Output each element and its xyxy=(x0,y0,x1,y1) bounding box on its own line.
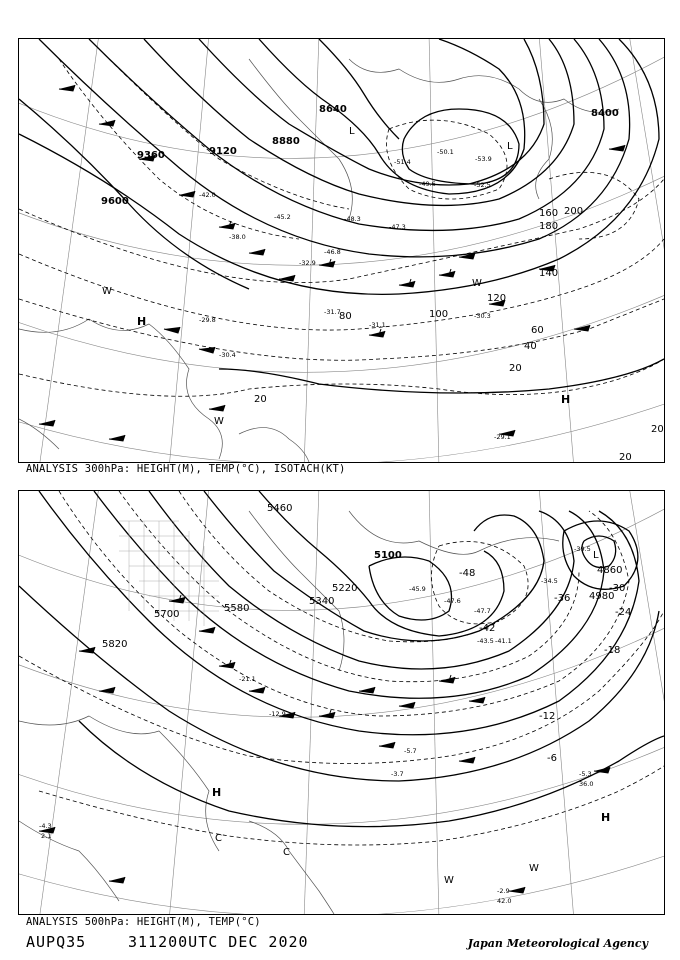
map-300hpa-canvas xyxy=(19,39,664,462)
station-label: -47.6 xyxy=(444,597,461,605)
temp-label: -42.0 xyxy=(199,191,216,199)
isotach-label: 20 xyxy=(619,452,632,462)
warm-symbol: W xyxy=(214,416,224,427)
temp-label: -52.5 xyxy=(474,181,491,189)
height-label: 5220 xyxy=(332,583,358,594)
isotach-label: 20 xyxy=(254,394,267,405)
temp-label: -53.9 xyxy=(475,155,492,163)
agency-name: Japan Meteorological Agency xyxy=(467,937,648,950)
isotherm-label: -48 xyxy=(459,568,476,579)
high-symbol: H xyxy=(212,786,222,799)
height-label: 9120 xyxy=(209,146,237,157)
isotherm-label: -12 xyxy=(539,711,556,722)
station-label: 42.0 xyxy=(497,897,512,905)
temp-label: -51.4 xyxy=(394,158,411,166)
isotach-label: 160 xyxy=(539,208,559,219)
temp-label: -31.1 xyxy=(369,321,386,329)
graticule xyxy=(19,491,664,914)
isotach-label: 20 xyxy=(509,363,522,374)
height-label: 8640 xyxy=(319,104,347,115)
isotach-label: 180 xyxy=(539,221,559,232)
isotherm-label: -30 xyxy=(609,583,626,594)
isotherm-label: -36 xyxy=(554,593,571,604)
map-500hpa xyxy=(18,490,665,915)
station-label: -5.3 xyxy=(579,770,592,778)
cold-symbol: C xyxy=(215,833,222,844)
isotach-label: 60 xyxy=(531,325,544,336)
height-label: 5700 xyxy=(154,609,180,620)
station-label: -47.7 xyxy=(474,607,491,615)
station-label: -39.5 xyxy=(574,545,591,553)
map-300hpa xyxy=(18,38,665,463)
warm-symbol: W xyxy=(529,863,539,874)
isotherm-label: -18 xyxy=(604,645,621,656)
isotach-label: 20 xyxy=(651,424,664,435)
station-label: -41.1 xyxy=(495,637,512,645)
high-symbol: H xyxy=(601,811,611,824)
isotach-label: 40 xyxy=(524,341,537,352)
height-label: 5820 xyxy=(102,639,128,650)
low-symbol: L xyxy=(349,126,355,137)
isotherms xyxy=(19,491,664,845)
height-label: 8400 xyxy=(591,108,619,119)
station-label: 2.1 xyxy=(41,832,52,840)
isotach-label: 200 xyxy=(564,206,584,217)
coastlines xyxy=(19,59,619,462)
isotach-label: 100 xyxy=(429,309,449,320)
temp-label: -46.8 xyxy=(324,248,341,256)
isotach-label: 140 xyxy=(539,268,559,279)
temp-label: -38.0 xyxy=(229,233,246,241)
temp-label: -29.1 xyxy=(494,433,511,441)
station-label: -45.9 xyxy=(409,585,426,593)
station-label: 36.0 xyxy=(579,780,594,788)
height-label: 5580 xyxy=(224,603,250,614)
cold-symbol: C xyxy=(283,847,290,858)
station-label: -3.7 xyxy=(391,770,404,778)
warm-symbol: W xyxy=(444,875,454,886)
temp-label: -50.1 xyxy=(437,148,454,156)
map-500hpa-caption: ANALYSIS 500hPa: HEIGHT(M), TEMP(°C) xyxy=(26,916,261,928)
high-symbol: H xyxy=(561,393,571,406)
station-label: -34.5 xyxy=(541,577,558,585)
low-symbol: L xyxy=(593,550,599,561)
temp-label: -47.3 xyxy=(389,223,406,231)
station-label: -5.7 xyxy=(404,747,417,755)
height-label: 9600 xyxy=(101,196,129,207)
height-label: 5100 xyxy=(374,550,402,561)
isotherm-label: -6 xyxy=(547,753,557,764)
height-label: 9360 xyxy=(137,150,165,161)
temp-label: -49.6 xyxy=(419,180,436,188)
height-contours xyxy=(19,491,664,827)
temp-label: -45.2 xyxy=(274,213,291,221)
station-label: -21.1 xyxy=(239,675,256,683)
height-label: 5340 xyxy=(309,596,335,607)
valid-time: 311200UTC DEC 2020 xyxy=(128,933,309,951)
temp-label: -30.4 xyxy=(219,351,236,359)
isotach-label: 120 xyxy=(487,293,507,304)
isotherm-label: -24 xyxy=(615,607,632,618)
height-label: 8880 xyxy=(272,136,300,147)
temp-label: -32.9 xyxy=(299,259,316,267)
low-symbol: L xyxy=(507,141,513,152)
temp-label: -31.7 xyxy=(324,308,341,316)
high-symbol: H xyxy=(137,315,147,328)
station-label: -43.5 xyxy=(477,637,494,645)
chart-code: AUPQ35 xyxy=(26,933,87,951)
height-label: 5460 xyxy=(267,503,293,514)
temp-label: -48.3 xyxy=(344,215,361,223)
isotach-label: 80 xyxy=(339,311,352,322)
temp-label: -30.3 xyxy=(474,312,491,320)
map-500hpa-canvas xyxy=(19,491,664,914)
station-label: -12.9 xyxy=(269,710,286,718)
isotherm-label: -42 xyxy=(479,623,496,634)
warm-symbol: W xyxy=(102,286,112,297)
temp-label: -29.8 xyxy=(199,316,216,324)
height-label: 4980 xyxy=(589,591,615,602)
warm-symbol: W xyxy=(472,278,482,289)
station-label: -4.3 xyxy=(39,822,52,830)
map-300hpa-caption: ANALYSIS 300hPa: HEIGHT(M), TEMP(°C), ISOTACH(KT) xyxy=(26,463,346,475)
height-label: 4860 xyxy=(597,565,623,576)
station-label: -2.9 xyxy=(497,887,510,895)
